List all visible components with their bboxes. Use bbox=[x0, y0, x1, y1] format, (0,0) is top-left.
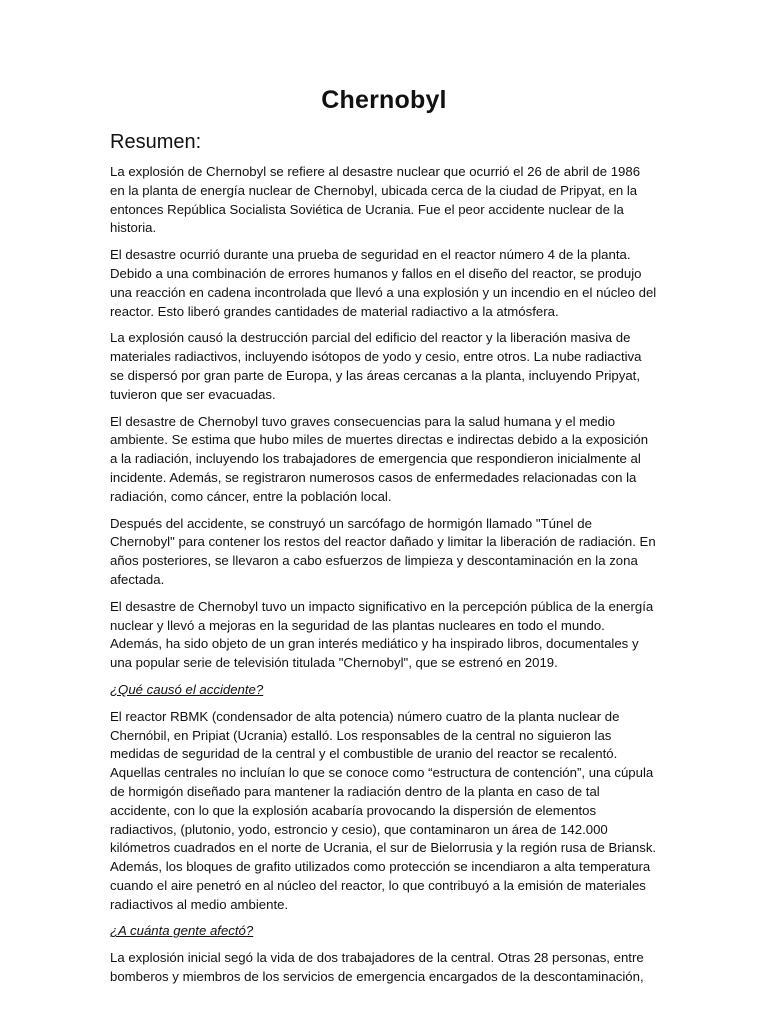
answer-cause: El reactor RBMK (condensador de alta potencia) número cuatro de la planta nuclear de Chernóbil, en Pripiat (Ucrania) estalló. Los responsables de la central no siguieron las medidas de seguridad de la central y el combustible de uranio del reactor se recalentó. Aquellas centrales no incluían lo que se conoce como “estructura de contención”, una cúpula de hormigón diseñado para mantener la radiación dentro de la planta en caso de tal accidente, con lo que la explosión acabaría provocando la dispersión de elementos radiactivos, (plutonio, yodo, estroncio y cesio), que contaminaron un área de 142.000 kilómetros cuadrados en el norte de Ucrania, el sur de Bielorrusia y la región rusa de Briansk. Además, los bloques de grafito utilizados como protección se incendiaron a alta temperatura cuando el aire penetró en al núcleo del reactor, lo que contribuyó a la emisión de materiales radiactivos al medio ambiente. bbox=[110, 708, 657, 912]
document-body bbox=[110, 163, 658, 995]
question-heading-cause: ¿Qué causó el accidente? bbox=[110, 681, 264, 697]
paragraph-5: Después del accidente, se construyó un sarcófago de hormigón llamado "Túnel de Chernobyl" para contener los restos del reactor dañado y limitar la liberación de radiación. En años posteriores, se llevaron a cabo esfuerzos de limpieza y descontaminación en la zona afectada. bbox=[110, 515, 656, 587]
paragraph-3: La explosión causó la destrucción parcial del edificio del reactor y la liberación masiva de materiales radiactivos, incluyendo isótopos de yodo y cesio, entre otros. La nube radiactiva se dispersó por gran parte de Europa, y las áreas cercanas a la planta, incluyendo Pripyat, tuvieron que ser evacuadas. bbox=[110, 330, 642, 402]
answer-affected: La explosión inicial segó la vida de dos trabajadores de la central. Otras 28 personas, entre bomberos y miembros de los servicios de emergencia encargados de la descontaminación, bbox=[110, 950, 644, 985]
section-heading-resumen: Resumen: bbox=[110, 131, 202, 153]
paragraph-6: El desastre de Chernobyl tuvo un impacto significativo en la percepción pública de la energía nuclear y llevó a mejoras en la seguridad de las plantas nucleares en todo el mundo. Además, ha sido objeto de un gran interés mediático y ha inspirado libros, documentales y una popular serie de televisión titulada "Chernobyl", que se estrenó en 2019. bbox=[110, 598, 654, 671]
paragraph-1: La explosión de Chernobyl se refiere al desastre nuclear que ocurrió el 26 de abril de 1986 en la planta de energía nuclear de Chernobyl, ubicada cerca de la ciudad de Pripyat, en la entonces República Socialista Soviética de Ucrania. Fue el peor accidente nuclear de la historia. bbox=[110, 164, 641, 236]
paragraph-4: El desastre de Chernobyl tuvo graves consecuencias para la salud humana y el medio ambiente. Se estima que hubo miles de muertes directas e indirectas debido a la exposición a la radiación, incluyendo los trabajadores de emergencia que respondieron inicialmente al incidente. Además, se registraron numerosos casos de enfermedades relacionadas con la radiación, como cáncer, entre la población local. bbox=[110, 413, 649, 504]
question-heading-affected: ¿A cuánta gente afectó? bbox=[110, 923, 254, 939]
document-title: Chernobyl bbox=[321, 86, 447, 114]
paragraph-2: El desastre ocurrió durante una prueba de seguridad en el reactor número 4 de la planta. Debido a una combinación de errores humanos y fallos en el diseño del reactor, se produjo una reacción en cadena incontrolada que llevó a una explosión y un incendio en el núcleo del reactor. Esto liberó grandes cantidades de material radiactivo a la atmósfera. bbox=[110, 247, 657, 319]
